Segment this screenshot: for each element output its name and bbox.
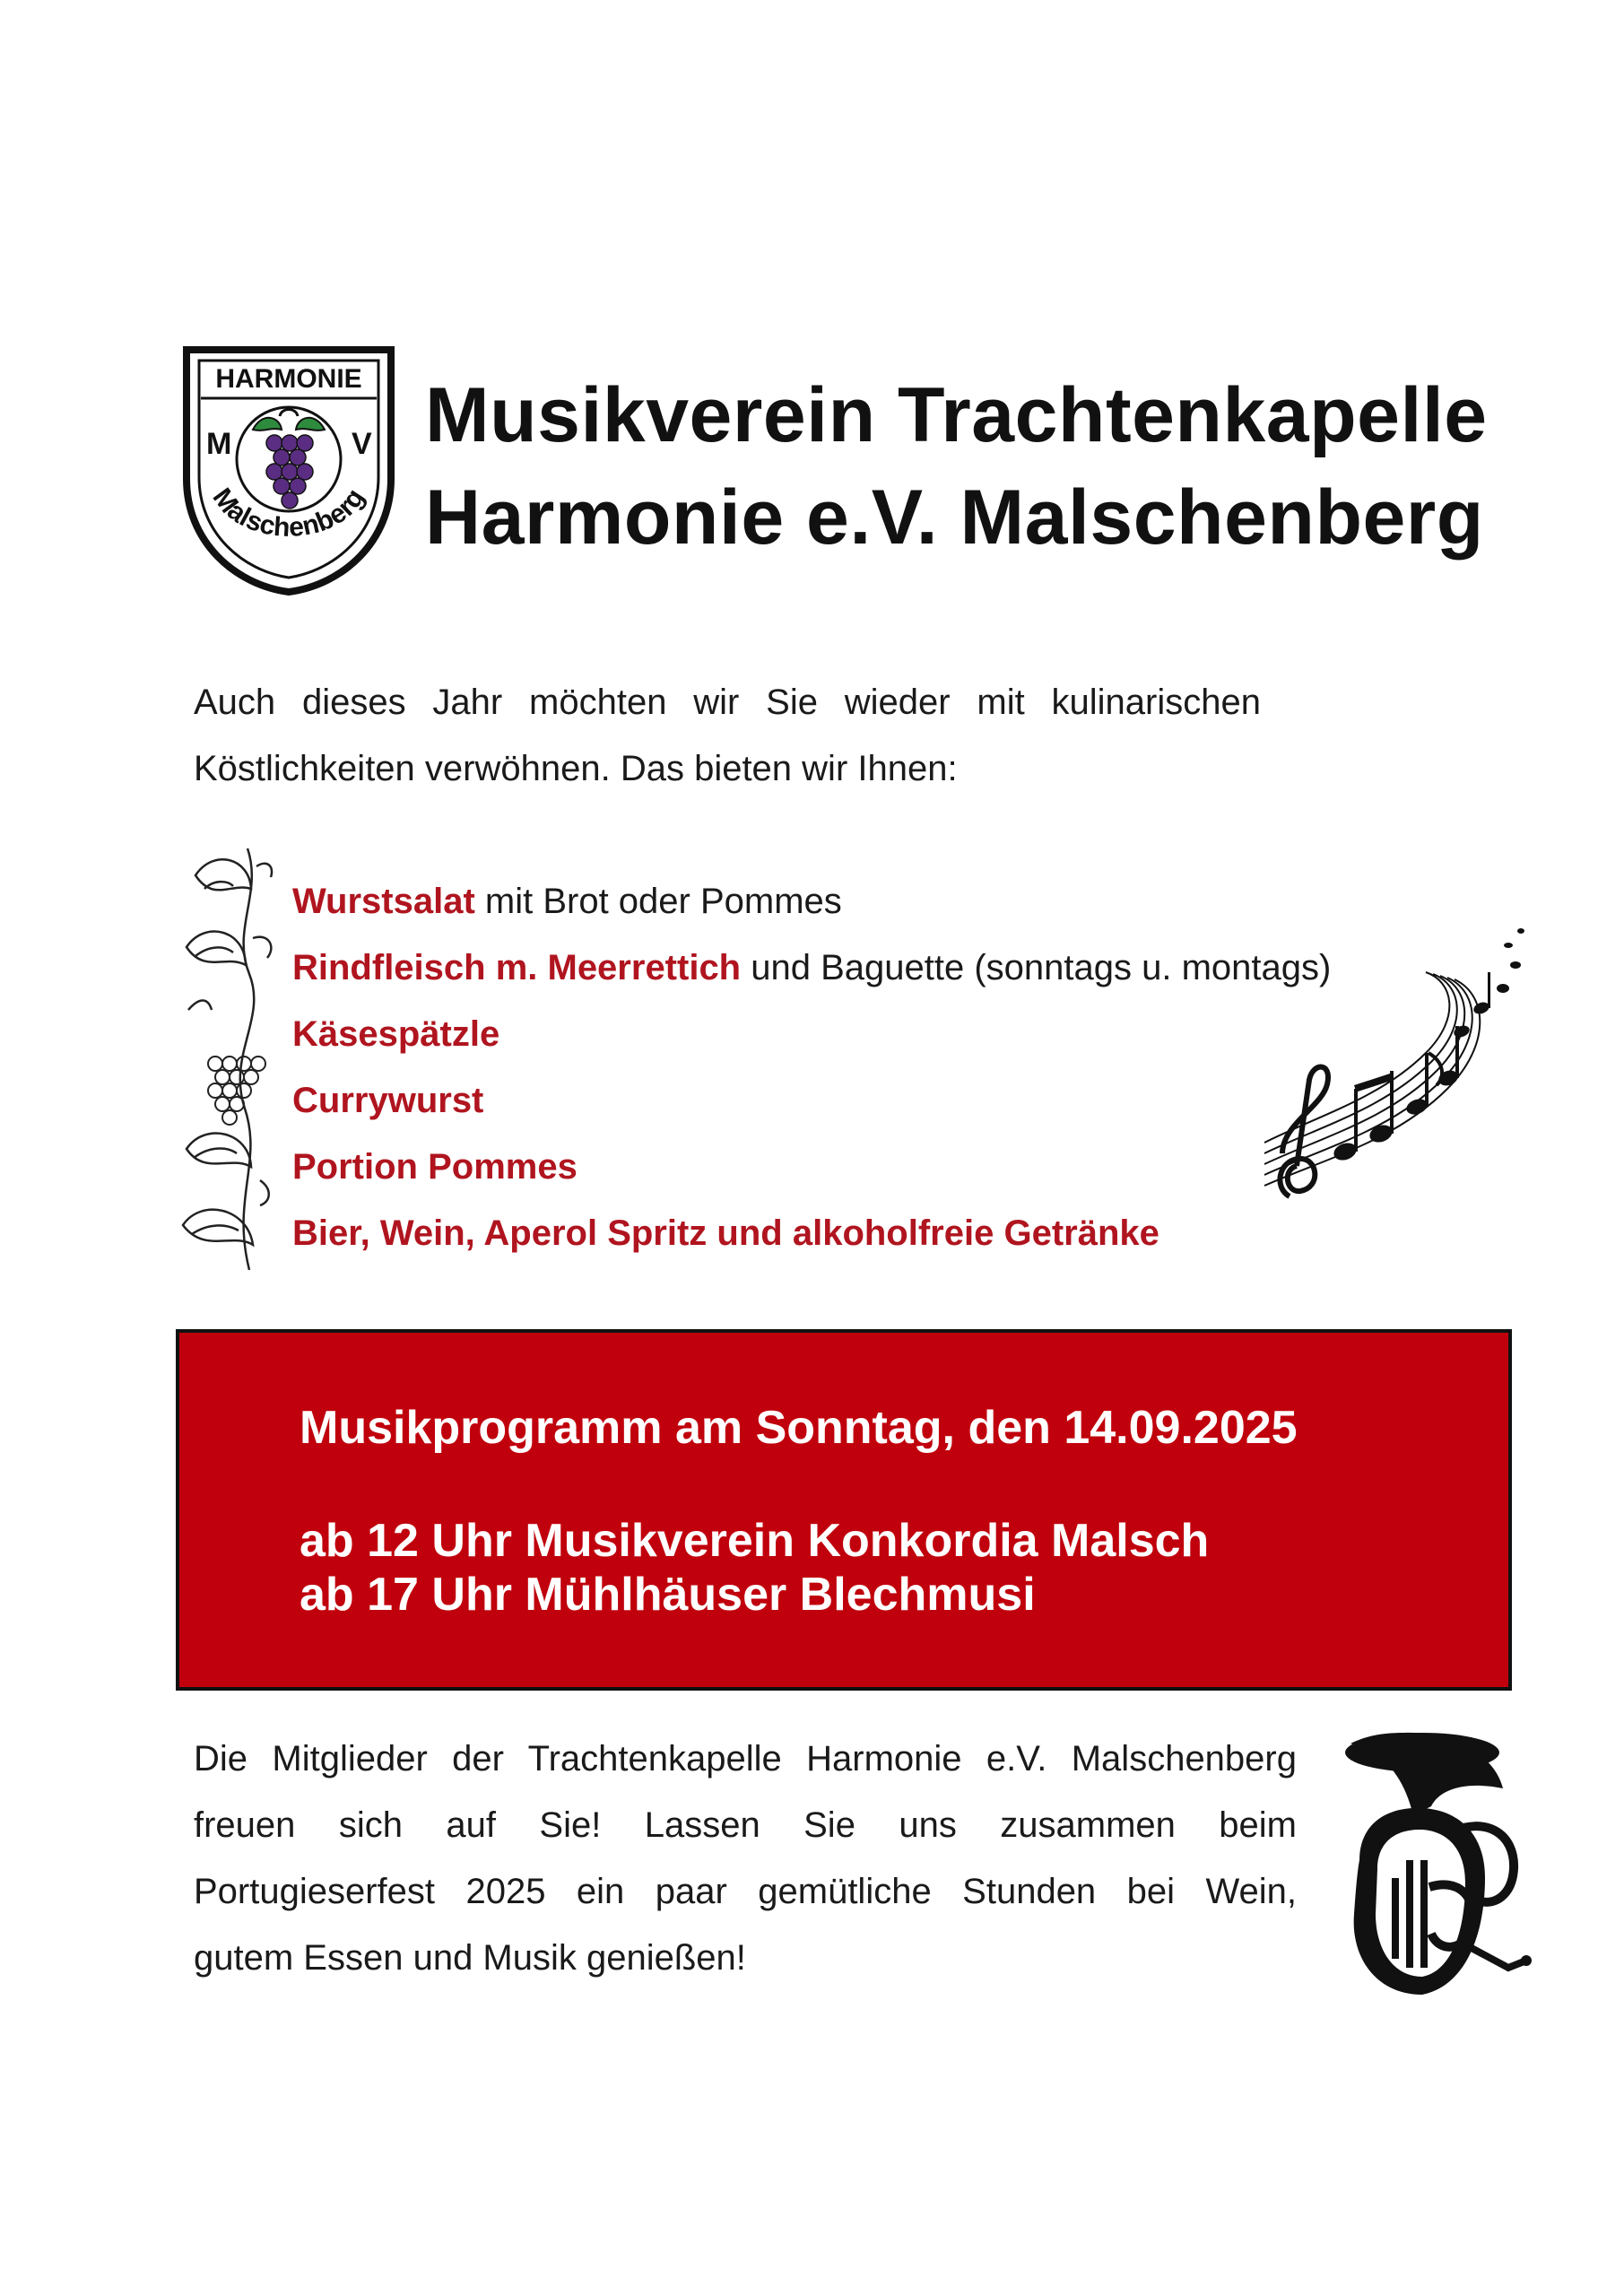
music-program-box: [176, 1329, 1512, 1691]
tuba-icon: [1324, 1726, 1535, 2004]
program-line2: ab 17 Uhr Mühlhäuser Blechmusi: [300, 1569, 1036, 1621]
crest-letter-v: V: [352, 427, 372, 461]
menu-item: [292, 868, 1331, 935]
menu-item-highlight: Rindfleisch m. Meerrettich: [292, 948, 742, 987]
menu-item-highlight: Bier, Wein, Aperol Spritz und alkoholfreie Getränke: [292, 1213, 1159, 1253]
program-title: Musikprogramm am Sonntag, den 14.09.2025: [300, 1402, 1298, 1454]
crest-letter-m: M: [206, 427, 232, 461]
intro-line1: Auch dieses Jahr möchten wir Sie wieder mit kulinarischen: [194, 683, 1261, 722]
menu-item-highlight: Currywurst: [292, 1081, 484, 1120]
menu-item: [292, 1200, 1331, 1266]
music-notes-icon: [1246, 918, 1533, 1214]
intro-line2: Köstlichkeiten verwöhnen. Das bieten wir Ihnen:: [194, 749, 958, 788]
tuba-decoration: [1324, 1726, 1535, 2004]
closing-line2: freuen sich auf Sie! Lassen Sie uns zusammen beim: [194, 1805, 1297, 1845]
club-crest-logo: [181, 344, 396, 596]
crest-arc-text: Malschenberg: [206, 483, 371, 544]
menu-item: [292, 1134, 1331, 1200]
program-line1: ab 12 Uhr Musikverein Konkordia Malsch: [300, 1515, 1210, 1567]
music-notes-decoration: [1246, 918, 1533, 1214]
closing-line3: Portugieserfest 2025 ein paar gemütliche Stunden bei Wein,: [194, 1872, 1297, 1911]
closing-line1: Die Mitglieder der Trachtenkapelle Harmonie e.V. Malschenberg: [194, 1739, 1297, 1779]
menu-item-highlight: Wurstsalat: [292, 882, 475, 921]
menu-item-highlight: Portion Pommes: [292, 1147, 578, 1187]
club-title-line2: Harmonie e.V. Malschenberg: [425, 474, 1484, 561]
closing-line4: gutem Essen und Musik genießen!: [194, 1938, 746, 1978]
crest-top-text: HARMONIE: [215, 364, 362, 394]
menu-item: [292, 1067, 1331, 1134]
menu-item: [292, 1001, 1331, 1067]
club-title-line1: Musikverein Trachtenkapelle: [425, 372, 1488, 458]
club-crest-grapes-icon: [181, 344, 396, 596]
menu-item-rest: mit Brot oder Pommes: [474, 882, 842, 921]
closing-paragraph: [194, 1726, 1297, 1991]
grapevine-ornament-icon: [178, 839, 278, 1284]
grapevine-ornament: [178, 839, 278, 1284]
menu-item-rest: und Baguette (sonntags u. montags): [741, 948, 1332, 987]
intro-paragraph: [194, 669, 1261, 802]
menu-item: [292, 935, 1331, 1001]
menu-list: [292, 868, 1331, 1266]
menu-item-highlight: Käsespätzle: [292, 1014, 500, 1054]
